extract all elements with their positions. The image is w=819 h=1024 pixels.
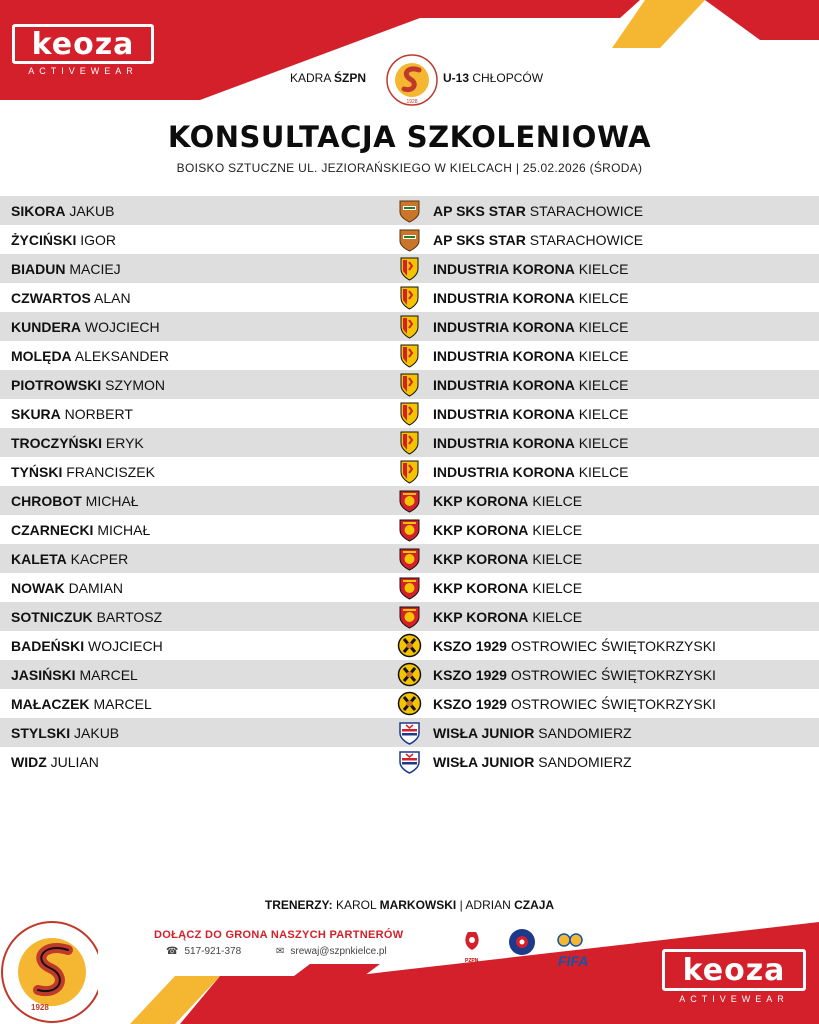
category-label: U-13 CHŁOPCÓW: [443, 71, 544, 85]
kszo-crest-icon: [397, 691, 422, 716]
player-surname: BADEŃSKI: [11, 637, 85, 654]
club-name: [433, 464, 629, 480]
kkp-crest-icon: [397, 488, 422, 513]
korona-crest-icon: [397, 459, 422, 484]
wisla-crest-icon: [397, 720, 422, 745]
szpn-badge-year: 1928: [31, 1003, 49, 1012]
player-row: [0, 312, 819, 341]
club-name-bold: KSZO 1929: [433, 637, 507, 654]
player-firstname: WOJCIECH: [84, 318, 160, 335]
player-surname: CZWARTOS: [11, 289, 91, 306]
club-name-rest: STARACHOWICE: [529, 202, 644, 219]
star-crest-icon: [397, 198, 422, 223]
player-firstname: MICHAŁ: [97, 521, 151, 538]
player-firstname: JAKUB: [69, 202, 115, 219]
club-name-rest: KIELCE: [578, 376, 629, 393]
club-name-rest: KIELCE: [578, 289, 629, 306]
club-name-bold: INDUSTRIA KORONA: [433, 463, 575, 480]
korona-crest-icon: [397, 401, 422, 426]
email-contact[interactable]: ✉ srewaj@szpnkielce.pl: [276, 946, 387, 957]
player-name: [11, 754, 99, 770]
club-name-rest: KIELCE: [532, 579, 583, 596]
player-surname: PIOTROWSKI: [11, 376, 102, 393]
player-row: [0, 254, 819, 283]
player-name: [11, 638, 163, 654]
player-firstname: MACIEJ: [69, 260, 121, 277]
club-name-bold: KSZO 1929: [433, 666, 507, 683]
player-surname: SOTNICZUK: [11, 608, 93, 625]
player-row: [0, 515, 819, 544]
club-name: [433, 435, 629, 451]
club-name: [433, 522, 582, 538]
player-list: [0, 196, 819, 776]
player-surname: SKURA: [11, 405, 61, 422]
player-firstname: MARCEL: [93, 695, 152, 712]
kadra-label: KADRA ŚZPN: [290, 71, 367, 85]
club-name: [433, 667, 716, 683]
player-name: [11, 406, 133, 422]
club-name: [433, 754, 632, 770]
club-name: [433, 609, 582, 625]
pzpn-label: PZPN: [465, 958, 479, 964]
club-name-bold: INDUSTRIA KORONA: [433, 405, 575, 422]
club-name: [433, 232, 643, 248]
keoza-wordmark: keoza: [31, 26, 135, 62]
club-name-bold: KKP KORONA: [433, 550, 529, 567]
club-name: [433, 261, 629, 277]
player-name: [11, 464, 155, 480]
player-surname: MAŁACZEK: [11, 695, 90, 712]
phone-contact[interactable]: ☎ 517-921-378: [166, 946, 242, 957]
player-surname: STYLSKI: [11, 724, 71, 741]
club-name-bold: KKP KORONA: [433, 608, 529, 625]
kkp-crest-icon: [397, 575, 422, 600]
player-row: [0, 689, 819, 718]
korona-crest-icon: [397, 430, 422, 455]
player-name: [11, 696, 152, 712]
partners-heading: DOŁĄCZ DO GRONA NASZYCH PARTNERÓW: [154, 929, 404, 941]
player-name: [11, 319, 160, 335]
star-crest-icon: [397, 227, 422, 252]
korona-crest-icon: [397, 256, 422, 281]
player-surname: TYŃSKI: [11, 463, 63, 480]
player-row: [0, 457, 819, 486]
player-row: [0, 399, 819, 428]
page-title: KONSULTACJA SZKOLENIOWA: [167, 120, 652, 154]
keoza-logo: [12, 24, 154, 64]
player-firstname: FRANCISZEK: [66, 463, 155, 480]
club-name-rest: STARACHOWICE: [529, 231, 644, 248]
coaches-line: TRENERZY: KAROL MARKOWSKI | ADRIAN CZAJA: [264, 898, 555, 912]
fifa-label: FIFA: [558, 953, 589, 969]
player-name: [11, 203, 114, 219]
club-name-bold: INDUSTRIA KORONA: [433, 434, 575, 451]
player-name: [11, 725, 119, 741]
player-surname: WIDZ: [11, 753, 47, 770]
club-name-rest: OSTROWIEC ŚWIĘTOKRZYSKI: [510, 666, 716, 683]
club-name-rest: KIELCE: [578, 463, 629, 480]
player-row: [0, 573, 819, 602]
player-firstname: DAMIAN: [68, 579, 124, 596]
player-name: [11, 667, 138, 683]
korona-crest-icon: [397, 343, 422, 368]
mail-icon: ✉: [276, 946, 285, 957]
fifa-logo-icon: [558, 934, 582, 946]
kszo-crest-icon: [397, 633, 422, 658]
player-firstname: WOJCIECH: [88, 637, 163, 654]
club-name-bold: KKP KORONA: [433, 579, 529, 596]
player-surname: CZARNECKI: [11, 521, 94, 538]
club-name-rest: KIELCE: [532, 550, 583, 567]
uefa-logo-icon: [509, 929, 535, 955]
player-name: [11, 493, 139, 509]
player-surname: BIADUN: [11, 260, 66, 277]
keoza-sub-footer: ACTIVEWEAR: [679, 994, 789, 1004]
kkp-crest-icon: [397, 604, 422, 629]
club-name-bold: WISŁA JUNIOR: [433, 753, 535, 770]
wisla-crest-icon: [397, 749, 422, 774]
player-firstname: SZYMON: [105, 376, 166, 393]
player-firstname: JAKUB: [74, 724, 120, 741]
player-firstname: ALAN: [93, 289, 131, 306]
player-surname: SIKORA: [11, 202, 66, 219]
player-row: [0, 428, 819, 457]
page-subtitle: BOISKO SZTUCZNE UL. JEZIORAŃSKIEGO W KIELCACH | 25.02.2026 (ŚRODA): [176, 161, 643, 175]
player-name: [11, 522, 150, 538]
club-name: [433, 493, 582, 509]
club-name-bold: INDUSTRIA KORONA: [433, 260, 575, 277]
club-name-rest: KIELCE: [578, 318, 629, 335]
player-surname: TROCZYŃSKI: [11, 434, 102, 451]
player-firstname: MARCEL: [79, 666, 138, 683]
keoza-wordmark-footer: keoza: [682, 952, 786, 988]
player-row: [0, 341, 819, 370]
club-name-rest: OSTROWIEC ŚWIĘTOKRZYSKI: [510, 695, 716, 712]
club-name: [433, 203, 643, 219]
player-name: [11, 232, 116, 248]
player-surname: KALETA: [11, 550, 67, 567]
player-row: [0, 602, 819, 631]
club-name-rest: KIELCE: [578, 434, 629, 451]
player-surname: NOWAK: [11, 579, 65, 596]
player-firstname: BARTOSZ: [96, 608, 163, 625]
club-name: [433, 377, 629, 393]
club-name-rest: KIELCE: [578, 405, 629, 422]
player-firstname: IGOR: [80, 231, 117, 248]
player-row: [0, 283, 819, 312]
korona-crest-icon: [397, 314, 422, 339]
club-name-bold: AP SKS STAR: [433, 231, 526, 248]
player-surname: ŻYCIŃSKI: [11, 231, 77, 248]
phone-icon: ☎: [166, 946, 179, 957]
player-row: [0, 544, 819, 573]
player-name: [11, 290, 131, 306]
player-name: [11, 377, 165, 393]
keoza-sub: ACTIVEWEAR: [28, 66, 138, 76]
club-name-rest: KIELCE: [578, 347, 629, 364]
club-name-bold: WISŁA JUNIOR: [433, 724, 535, 741]
player-surname: JASIŃSKI: [11, 666, 76, 683]
club-name: [433, 580, 582, 596]
player-row: [0, 225, 819, 254]
club-name: [433, 638, 716, 654]
club-name-bold: KKP KORONA: [433, 521, 529, 538]
player-name: [11, 348, 169, 364]
club-name-bold: KKP KORONA: [433, 492, 529, 509]
player-name: [11, 261, 121, 277]
player-row: [0, 631, 819, 660]
club-name-rest: KIELCE: [578, 260, 629, 277]
club-name-bold: INDUSTRIA KORONA: [433, 347, 575, 364]
player-surname: CHROBOT: [11, 492, 82, 509]
player-row: [0, 486, 819, 515]
player-row: [0, 747, 819, 776]
club-name-rest: SANDOMIERZ: [538, 753, 632, 770]
player-firstname: KACPER: [70, 550, 129, 567]
player-firstname: ALEKSANDER: [74, 347, 169, 364]
club-name-bold: INDUSTRIA KORONA: [433, 318, 575, 335]
kkp-crest-icon: [397, 546, 422, 571]
player-firstname: MICHAŁ: [85, 492, 139, 509]
korona-crest-icon: [397, 285, 422, 310]
player-firstname: NORBERT: [64, 405, 133, 422]
player-row: [0, 196, 819, 225]
club-name-rest: SANDOMIERZ: [538, 724, 632, 741]
player-row: [0, 370, 819, 399]
player-name: [11, 435, 144, 451]
pzpn-logo-icon: [465, 932, 478, 950]
svg-text:1928: 1928: [406, 99, 418, 105]
player-name: [11, 609, 162, 625]
kszo-crest-icon: [397, 662, 422, 687]
club-name: [433, 319, 629, 335]
player-firstname: JULIAN: [50, 753, 99, 770]
player-row: [0, 660, 819, 689]
szpn-large-badge-icon: [0, 918, 98, 1024]
player-name: [11, 580, 123, 596]
kkp-crest-icon: [397, 517, 422, 542]
szpn-badge-icon: [386, 54, 438, 106]
club-name: [433, 348, 629, 364]
club-name-bold: INDUSTRIA KORONA: [433, 289, 575, 306]
club-name: [433, 406, 629, 422]
club-name: [433, 551, 582, 567]
player-name: [11, 551, 128, 567]
club-name: [433, 696, 716, 712]
keoza-logo-footer: [662, 949, 806, 991]
club-name-bold: INDUSTRIA KORONA: [433, 376, 575, 393]
korona-crest-icon: [397, 372, 422, 397]
club-name-rest: KIELCE: [532, 492, 583, 509]
club-name-rest: KIELCE: [532, 521, 583, 538]
club-name-rest: OSTROWIEC ŚWIĘTOKRZYSKI: [510, 637, 716, 654]
club-name-bold: AP SKS STAR: [433, 202, 526, 219]
club-name: [433, 290, 629, 306]
player-surname: MOLĘDA: [11, 347, 72, 364]
player-surname: KUNDERA: [11, 318, 81, 335]
player-row: [0, 718, 819, 747]
club-name-rest: KIELCE: [532, 608, 583, 625]
club-name-bold: KSZO 1929: [433, 695, 507, 712]
club-name: [433, 725, 632, 741]
player-firstname: ERYK: [105, 434, 144, 451]
